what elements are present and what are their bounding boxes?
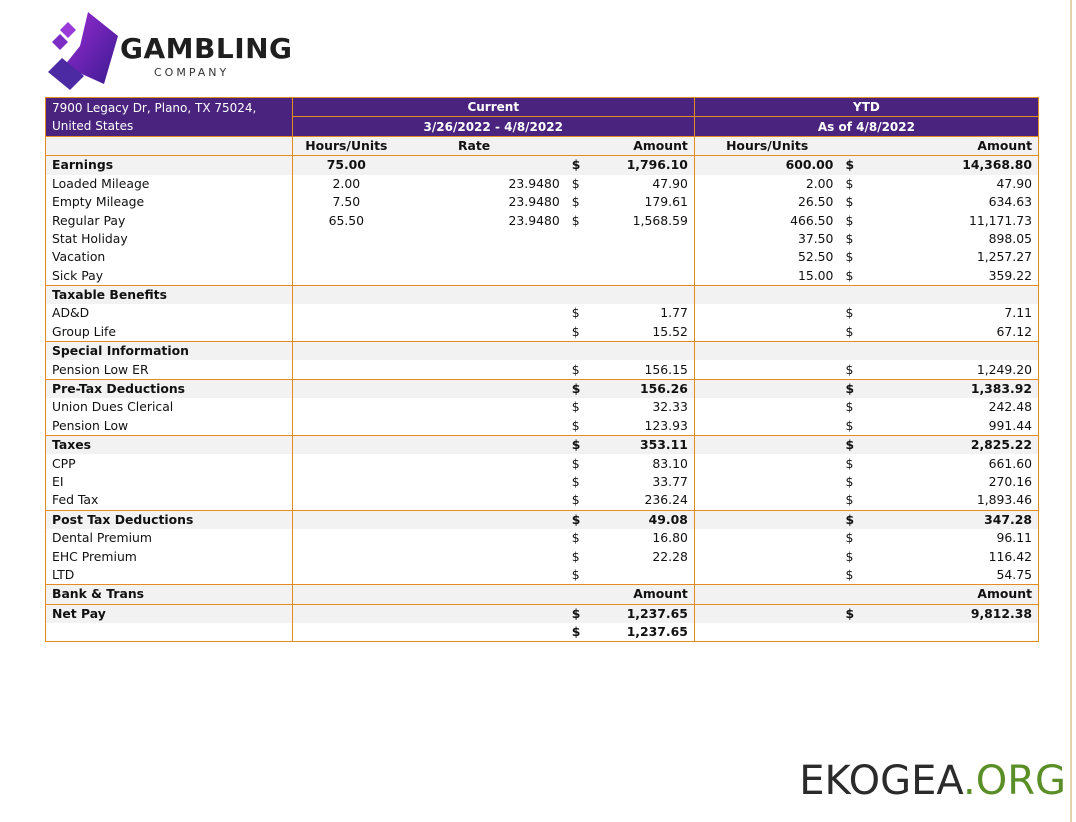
table-row — [46, 304, 1039, 322]
dollar-sign: $ — [566, 193, 595, 211]
ytd-amount-value: 1,257.27 — [868, 248, 1038, 266]
hours-value: 65.50 — [292, 211, 400, 229]
logo-mark-icon — [46, 10, 118, 92]
ytd-amount-value: 270.16 — [868, 473, 1038, 491]
section-header-row — [46, 585, 1039, 604]
rate-value: 23.9480 — [400, 193, 566, 211]
table-row — [46, 398, 1039, 416]
dollar-sign: $ — [839, 230, 868, 248]
dollar-sign: $ — [839, 267, 868, 286]
section-label: Post Tax Deductions — [46, 510, 293, 529]
table-row — [46, 417, 1039, 436]
ytd-period: As of 4/8/2022 — [694, 117, 1038, 136]
amount-value: 1,796.10 — [595, 156, 695, 175]
row-label: Fed Tax — [46, 491, 293, 510]
ytd-amount-value: 634.63 — [868, 193, 1038, 211]
ytd-hours-value: 600.00 — [694, 156, 839, 175]
amount-value: 236.24 — [595, 491, 695, 510]
dollar-sign: $ — [839, 436, 868, 455]
ytd-amount-value: 242.48 — [868, 398, 1038, 416]
deposit-amount: 1,237.65 — [595, 623, 695, 642]
row-label: LTD — [46, 566, 293, 585]
table-row — [46, 175, 1039, 193]
ytd-amount-value: 47.90 — [868, 175, 1038, 193]
row-label: EI — [46, 473, 293, 491]
net-pay-ytd-amount: 9,812.38 — [868, 604, 1038, 623]
hours-value: 2.00 — [292, 175, 400, 193]
row-label: Net Pay — [46, 604, 293, 623]
ytd-label: YTD — [694, 98, 1038, 117]
ytd-hours-value: 466.50 — [694, 211, 839, 229]
watermark — [799, 758, 1066, 804]
ytd-hours-value: 15.00 — [694, 267, 839, 286]
ytd-amount-value: 898.05 — [868, 230, 1038, 248]
dollar-sign: $ — [839, 547, 868, 565]
table-row — [46, 360, 1039, 379]
col-hours-units: Hours/Units — [292, 136, 400, 155]
row-label: AD&D — [46, 304, 293, 322]
dollar-sign: $ — [839, 211, 868, 229]
dollar-sign: $ — [566, 304, 595, 322]
row-label: Regular Pay — [46, 211, 293, 229]
amount-value: 179.61 — [595, 193, 695, 211]
col-rate: Rate — [400, 136, 566, 155]
dollar-sign: $ — [839, 323, 868, 342]
dollar-sign: $ — [839, 175, 868, 193]
row-label: Pension Low — [46, 417, 293, 436]
blank-header-cell — [46, 136, 293, 155]
net-pay-amount: 1,237.65 — [595, 604, 695, 623]
dollar-sign: $ — [839, 529, 868, 547]
ytd-amount-value: 67.12 — [868, 323, 1038, 342]
table-row — [46, 323, 1039, 342]
dollar-sign: $ — [839, 360, 868, 379]
ytd-hours-value: 37.50 — [694, 230, 839, 248]
dollar-sign: $ — [839, 491, 868, 510]
row-label: Earnings — [46, 156, 293, 175]
table-row — [46, 454, 1039, 472]
company-logo — [46, 10, 293, 95]
row-label: Union Dues Clerical — [46, 398, 293, 416]
table-row — [46, 566, 1039, 585]
dollar-sign: $ — [839, 398, 868, 416]
column-header-row — [46, 136, 1039, 155]
amount-value: 1,568.59 — [595, 211, 695, 229]
row-label: Group Life — [46, 323, 293, 342]
dollar-sign: $ — [839, 510, 868, 529]
dollar-sign: $ — [839, 379, 868, 398]
dollar-sign: $ — [566, 547, 595, 565]
amount-value: 32.33 — [595, 398, 695, 416]
hours-value: 75.00 — [292, 156, 400, 175]
table-row — [46, 156, 1039, 175]
section-header-row — [46, 510, 1039, 529]
row-label: Sick Pay — [46, 267, 293, 286]
net-pay-row — [46, 604, 1039, 623]
dollar-sign: $ — [839, 156, 868, 175]
dollar-sign: $ — [839, 193, 868, 211]
col-ytd-amount: Amount — [868, 136, 1038, 155]
rate-value: 23.9480 — [400, 211, 566, 229]
dollar-sign: $ — [566, 379, 595, 398]
row-label: Dental Premium — [46, 529, 293, 547]
ytd-amount-value: 2,825.22 — [868, 436, 1038, 455]
current-period: 3/26/2022 - 4/8/2022 — [292, 117, 694, 136]
ytd-amount-value: 54.75 — [868, 566, 1038, 585]
section-label: Bank & Trans — [46, 585, 293, 604]
ytd-amount-value: 116.42 — [868, 547, 1038, 565]
table-row — [46, 529, 1039, 547]
row-label: Vacation — [46, 248, 293, 266]
section-header-row — [46, 342, 1039, 361]
dollar-sign: $ — [566, 417, 595, 436]
employer-address: 7900 Legacy Dr, Plano, TX 75024, United States — [46, 98, 293, 137]
amount-value: 16.80 — [595, 529, 695, 547]
rate-value: 23.9480 — [400, 175, 566, 193]
deposit-row — [46, 623, 1039, 642]
dollar-sign: $ — [566, 211, 595, 229]
ytd-hours-value: 52.50 — [694, 248, 839, 266]
row-label: Pension Low ER — [46, 360, 293, 379]
row-label: CPP — [46, 454, 293, 472]
dollar-sign: $ — [839, 248, 868, 266]
table-row — [46, 473, 1039, 491]
row-label: EHC Premium — [46, 547, 293, 565]
current-label: Current — [292, 98, 694, 117]
col-ytd-hours-units: Hours/Units — [694, 136, 839, 155]
section-label: Special Information — [46, 342, 293, 361]
dollar-sign: $ — [566, 436, 595, 455]
ytd-amount-value: 1,383.92 — [868, 379, 1038, 398]
amount-value: 49.08 — [595, 510, 695, 529]
table-row — [46, 193, 1039, 211]
dollar-sign: $ — [566, 604, 595, 623]
dollar-sign: $ — [566, 323, 595, 342]
dollar-sign: $ — [839, 454, 868, 472]
ytd-hours-value: 2.00 — [694, 175, 839, 193]
ytd-amount-value: 347.28 — [868, 510, 1038, 529]
dollar-sign: $ — [566, 156, 595, 175]
company-name: GAMBLING — [120, 32, 293, 65]
pay-stub-table — [45, 97, 1039, 642]
header-row-top — [46, 98, 1039, 117]
ytd-amount-value: 96.11 — [868, 529, 1038, 547]
row-label: Loaded Mileage — [46, 175, 293, 193]
amount-value: 156.26 — [595, 379, 695, 398]
table-row — [46, 547, 1039, 565]
section-label: Taxable Benefits — [46, 285, 293, 304]
amount-value: 15.52 — [595, 323, 695, 342]
col-amount: Amount — [595, 136, 695, 155]
bank-ytd-amount-header: Amount — [868, 585, 1038, 604]
ytd-amount-value: 1,893.46 — [868, 491, 1038, 510]
section-header-row — [46, 436, 1039, 455]
bank-amount-header: Amount — [595, 585, 695, 604]
hours-value: 7.50 — [292, 193, 400, 211]
ytd-amount-value: 11,171.73 — [868, 211, 1038, 229]
amount-value: 22.28 — [595, 547, 695, 565]
amount-value: 123.93 — [595, 417, 695, 436]
dollar-sign: $ — [566, 566, 595, 585]
ytd-hours-value: 26.50 — [694, 193, 839, 211]
dollar-sign: $ — [566, 398, 595, 416]
table-row — [46, 211, 1039, 229]
dollar-sign: $ — [566, 175, 595, 193]
amount-value: 47.90 — [595, 175, 695, 193]
ytd-amount-value: 359.22 — [868, 267, 1038, 286]
ytd-amount-value: 7.11 — [868, 304, 1038, 322]
watermark-part1: EKOGEA — [799, 758, 963, 804]
section-header-row — [46, 285, 1039, 304]
amount-value: 1.77 — [595, 304, 695, 322]
dollar-sign: $ — [566, 510, 595, 529]
watermark-part2: .ORG — [963, 758, 1066, 804]
ytd-amount-value: 14,368.80 — [868, 156, 1038, 175]
dollar-sign: $ — [839, 473, 868, 491]
ytd-amount-value: 991.44 — [868, 417, 1038, 436]
company-tagline: COMPANY — [154, 66, 230, 79]
section-label: Taxes — [46, 436, 293, 455]
table-row — [46, 230, 1039, 248]
table-row — [46, 248, 1039, 266]
section-header-row — [46, 379, 1039, 398]
page-edge — [1070, 0, 1072, 822]
ytd-amount-value: 1,249.20 — [868, 360, 1038, 379]
dollar-sign: $ — [566, 360, 595, 379]
row-label: Empty Mileage — [46, 193, 293, 211]
dollar-sign: $ — [839, 604, 868, 623]
amount-value: 156.15 — [595, 360, 695, 379]
row-label: Stat Holiday — [46, 230, 293, 248]
table-row — [46, 491, 1039, 510]
section-label: Pre-Tax Deductions — [46, 379, 293, 398]
dollar-sign: $ — [566, 454, 595, 472]
dollar-sign: $ — [566, 473, 595, 491]
amount-value: 353.11 — [595, 436, 695, 455]
dollar-sign: $ — [839, 417, 868, 436]
dollar-sign: $ — [839, 304, 868, 322]
dollar-sign: $ — [566, 623, 595, 642]
dollar-sign: $ — [566, 491, 595, 510]
dollar-sign: $ — [566, 529, 595, 547]
ytd-amount-value: 661.60 — [868, 454, 1038, 472]
amount-value: 33.77 — [595, 473, 695, 491]
amount-value: 83.10 — [595, 454, 695, 472]
table-row — [46, 267, 1039, 286]
dollar-sign: $ — [839, 566, 868, 585]
